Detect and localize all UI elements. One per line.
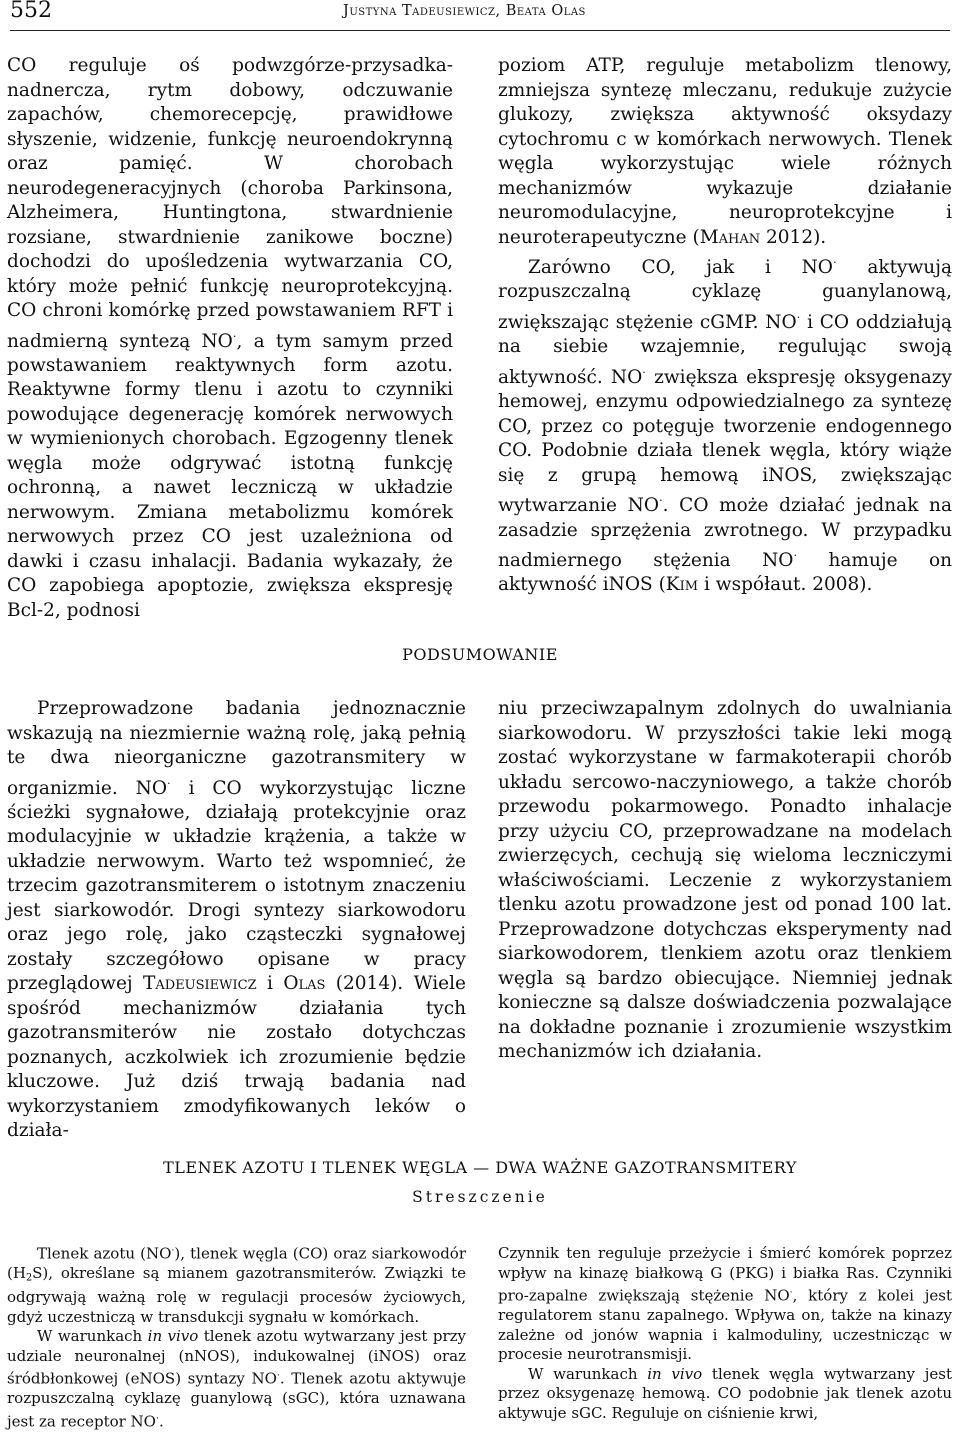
summary-right-column (498, 697, 952, 1065)
paragraph: Czynnik ten reguluje przeżycie i śmierć komórek poprzez wpływ na kinazę białkową G (PKG) i białka Ras. Czynniki pro-zapalne zwiększają stężenie NO·, który z kolei jest regulatorem stanu zapalnego. Wpływa on, także na kinazy zależne od jonów wapnia i kalmoduliny, uczestnicząc w procesie neurotransmisji. (498, 1244, 952, 1364)
paragraph: CO reguluje oś podwzgórze-przysadka-nadnercza, rytm dobowy, odczuwanie zapachów, chemorecepcję, prawidłowe słyszenie, widzenie, funkcję neuroendokrynną oraz pamięć. W chorobach neurodegeneracyjnych (choroba Parkinsona, Alzheimera, Huntingtona, stwardnienie rozsiane, stwardnienie zanikowe boczne) dochodzi do upośledzenia wytwarzania CO, który może pełnić funkcję neuroprotekcyjną. CO chroni komórkę przed powstawaniem RFT i nadmierną syntezą NO·, a tym samym przed powstawaniem reaktywnych form azotu. Reaktywne formy tlenu i azotu to czynniki powodujące degenerację komórek nerwowych w wymienionych chorobach. Egzogenny tlenek węgla może odgrywać istotną funkcję ochronną, a nawet leczniczą w układzie nerwowym. Zmiana metabolizmu komórek nerwowych przez CO jest uzależniona od dawki i czasu inhalacji. Badania wykazały, że CO zapobiega apoptozie, zwiększa ekspresję Bcl-2, podnosi (7, 55, 453, 621)
abstract-left-column (7, 1241, 466, 1432)
abstract-subtitle: Streszczenie (412, 1188, 548, 1206)
main-left-column (7, 54, 453, 623)
paragraph: Zarówno CO, jak i NO· aktywują rozpuszczalną cyklazę guanylanową, zwiększając stężenie cGMP. NO· i CO oddziałują na siebie wzajemnie, regulując swoją aktywność. NO· zwiększa ekspresję oksygenazy hemowej, enzymu odpowiedzialnego za syntezę CO, przez co potęguje tworzenie endogennego CO. Podobnie działa tlenek węgla, który wiąże się z grupą hemową iNOS, zwiększając wytwarzanie NO·. CO może działać jednak na zasadzie sprzężenia zwrotnego. W przypadku nadmiernego stężenia NO· hamuje on aktywność iNOS (Kim i współaut. 2008). (498, 255, 953, 596)
paragraph: W warunkach in vivo tlenek azotu wytwarzany jest przy udziale neuronalnej (nNOS), indukowalnej (iNOS) oraz śródbłonkowej (eNOS) syntazy NO·. Tlenek azotu aktywuje rozpuszczalną cyklazę guanylową (sGC), która uznawana jest za receptor NO·. (7, 1327, 466, 1431)
main-right-column (498, 54, 952, 598)
abstract-right-column (498, 1244, 952, 1423)
page-header (10, 0, 950, 31)
section-heading: PODSUMOWANIE (402, 645, 558, 664)
summary-left-column (7, 697, 466, 1144)
paragraph: niu przeciwzapalnym zdolnych do uwalniania siarkowodoru. W przyszłości takie leki mogą zostać wykorzystane w farmakoterapii chorób układu sercowo-naczyniowego, a także chorób przewodu pokarmowego. Ponadto inhalacje przy użyciu CO, przeprowadzane na modelach zwierzęcych, cechują się wieloma leczniczymi właściwościami. Leczenie z wykorzystaniem tlenku azotu prowadzone jest od ponad 100 lat. Przeprowadzone dotychczas eksperymenty nad siarkowodorem, tlenkiem azotu oraz tlenkiem węgla są bardzo obiecujące. Niemniej jednak konieczne są dalsze doświadczenia pozwalające na dokładne poznanie i zrozumienie wszystkim mechanizmów ich działania. (498, 698, 952, 1062)
paragraph: poziom ATP, reguluje metabolizm tlenowy, zmniejsza syntezę mleczanu, redukuje zużycie glukozy, zwiększa aktywność oksydazy cytochromu c w komórkach nerwowych. Tlenek węgla wykorzystując wiele różnych mechanizmów wykazuje działanie neuromodulacyjne, neuroprotekcyjne i neuroterapeutyczne (Mahan 2012). (498, 55, 952, 248)
paragraph: W warunkach in vivo tlenek węgla wytwarzany jest przez oksygenazę hemową. CO podobnie jak tlenek azotu aktywuje sGC. Reguluje on ciśnienie krwi, (498, 1364, 952, 1422)
paragraph: Przeprowadzone badania jednoznacznie wskazują na niezmiernie ważną rolę, jaką pełnią te dwa nieorganiczne gazotransmitery w organizmie. NO· i CO wykorzystując liczne ścieżki sygnałowe, działają protekcyjnie oraz modulacyjnie w układzie krążenia, a także w układzie nerwowym. Warto też wspomnieć, że trzecim gazotransmiterem o istotnym znaczeniu jest siarkowodór. Drogi syntezy siarkowodoru oraz jego rolę, jako cząsteczki sygnałowej zostały szczegółowo opisane w pracy przeglądowej Tadeusiewicz i Olas (2014). Wiele spośród mechanizmów działania tych gazotransmiterów nie zostało dotychczas poznanych, aczkolwiek ich zrozumienie będzie kluczowe. Już dziś trwają badania nad wykorzystaniem zmodyfikowanych leków o działa- (7, 698, 466, 1142)
paragraph: Tlenek azotu (NO·), tlenek węgla (CO) oraz siarkowodór $(H_2S)$, określane są mianem gazotransmiterów. Związki te odgrywają ważną rolę w regulacji procesów życiowych, gdyż uczestniczą w transdukcji sygnału w komórkach. (7, 1244, 466, 1326)
page-number: 552 (10, 0, 52, 23)
abstract-title: TLENEK AZOTU I TLENEK WĘGLA — DWA WAŻNE GAZOTRANSMITERY (163, 1158, 797, 1177)
running-head: Justyna Tadeusiewicz, Beata Olas (343, 3, 586, 19)
